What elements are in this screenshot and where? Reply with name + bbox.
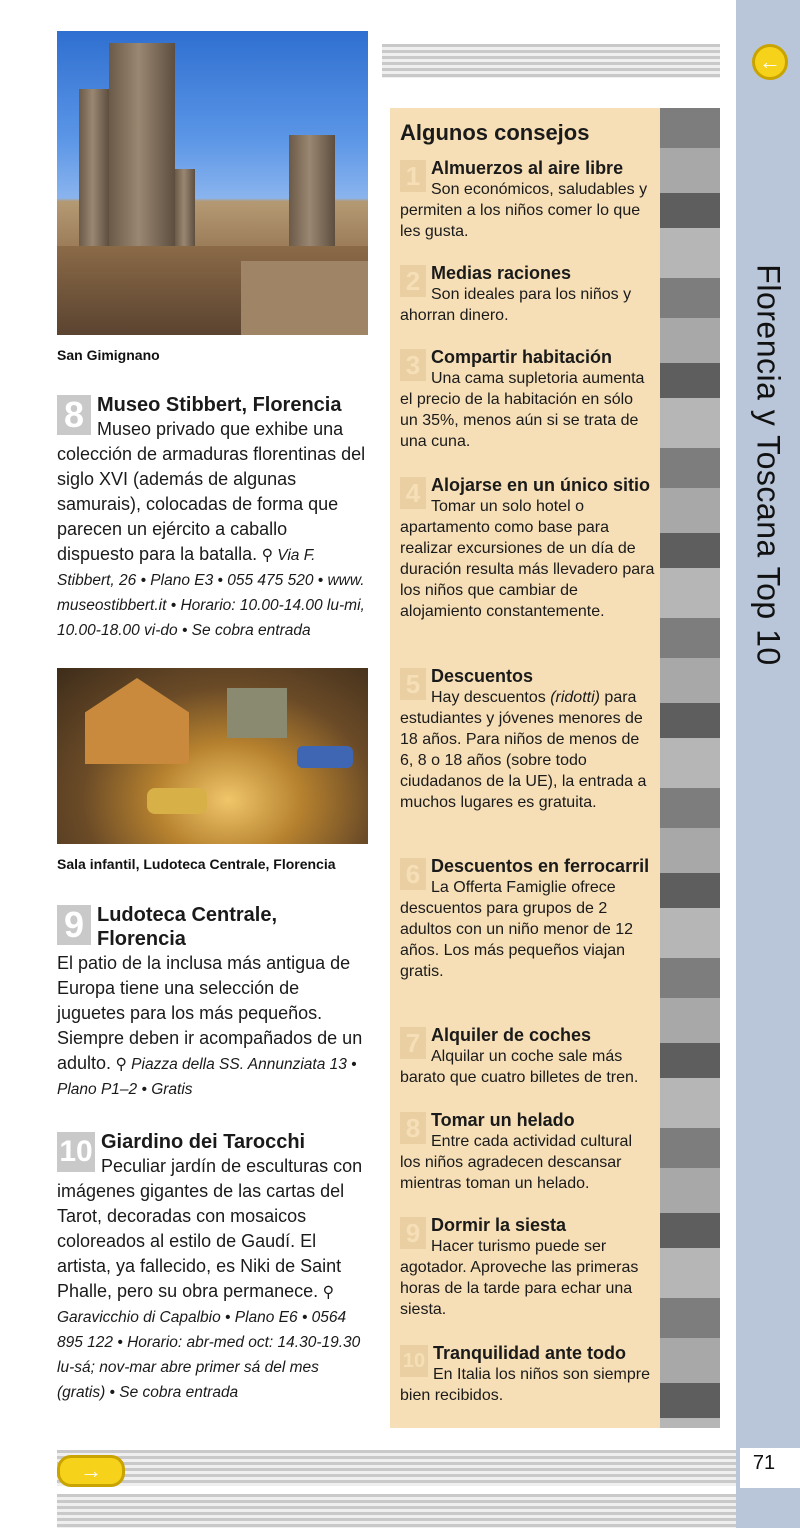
pin-icon: ⚲ xyxy=(115,1056,132,1073)
pin-icon: ⚲ xyxy=(322,1284,334,1301)
tip-item xyxy=(400,475,655,622)
tips-side-photo xyxy=(660,108,720,1428)
tip-number: 6 xyxy=(400,858,426,890)
tip-title: Alojarse en un único sitio xyxy=(431,475,651,495)
photo-caption: Sala infantil, Ludoteca Centrale, Florencia xyxy=(57,856,336,872)
header-stripe xyxy=(382,44,720,78)
ridotti-term: (ridotti) xyxy=(550,689,600,706)
footer-stripe xyxy=(57,1450,737,1486)
tip-title: Dormir la siesta xyxy=(431,1215,567,1235)
tips-heading: Algunos consejos xyxy=(400,120,590,145)
tip-body: Hacer turismo puede ser agotador. Aproveche las primeras horas de la tarde para echar una siesta. xyxy=(400,1238,639,1318)
tip-title: Tranquilidad ante todo xyxy=(433,1343,626,1363)
entry-body: Museo privado que exhibe una colección de armaduras florentinas del siglo XVI (además de algunas samurais), colocadas de forma que parecen un ejército a caballo dispuesto para la batalla. xyxy=(57,419,366,564)
entry-body: El patio de la inclusa más antigua de Europa tiene una selección de juguetes para los más pequeños. Siempre deben ir acompañados de un adulto. xyxy=(57,953,363,1073)
ludoteca-photo xyxy=(57,668,368,844)
tip-body: La Offerta Famiglie ofrece descuentos para grupos de 2 adultos con un niño menor de 12 años. Los más pequeños viajan gratis. xyxy=(400,879,634,980)
page-number: 71 xyxy=(752,1452,776,1474)
right-arrow-icon[interactable]: → xyxy=(57,1455,125,1487)
san-gimignano-photo xyxy=(57,31,368,335)
tip-body: Hay descuentos (ridotti) para estudiantes y jóvenes menores de 18 años. Para niños de menos de 6, 8 o 18 años (sobre todo ciudadanos de la UE), la entrada a muchos lugares es gratuita. xyxy=(400,689,647,811)
tip-body: Entre cada actividad cultural los niños agradecen descansar mientras toman un helado. xyxy=(400,1133,632,1192)
entry-title: Giardino dei Tarocchi xyxy=(101,1131,306,1153)
entry-number: 10 xyxy=(57,1132,95,1172)
tip-number: 9 xyxy=(400,1217,426,1249)
entry-ludoteca-centrale xyxy=(57,903,369,1102)
tip-number: 8 xyxy=(400,1112,426,1144)
tip-title: Alquiler de coches xyxy=(431,1025,592,1045)
tip-item xyxy=(400,347,655,452)
tip-body: Una cama supletoria aumenta el precio de la habitación en sólo un 35%, menos aún si se trata de una cuna. xyxy=(400,370,645,450)
entry-info: Garavicchio di Capalbio • Plano E6 • 0564 895 122 • Horario: abr-med oct: 14.30-19.30 lu-sá; nov-mar abre primer sá del mes (gratis) • Se cobra entrada xyxy=(57,1309,361,1401)
tip-number: 4 xyxy=(400,477,426,509)
tip-body: Tomar un solo hotel o apartamento como base para realizar excursiones de un día de duración resulta más llevadero para los niños que cambiar de alojamiento constantemente. xyxy=(400,498,655,620)
tip-item xyxy=(400,263,655,326)
entry-body: Peculiar jardín de esculturas con imágenes gigantes de las cartas del Tarot, decoradas con mosaicos coloreados al estilo de Gaudí. El artista, ya fallecido, es Niki de Saint Phalle, pero su obra permanece. xyxy=(57,1156,363,1301)
tip-number: 2 xyxy=(400,265,426,297)
tip-item xyxy=(400,158,655,242)
photo-caption: San Gimignano xyxy=(57,347,160,363)
entry-title: Ludoteca Centrale, Florencia xyxy=(97,904,278,950)
entry-info: Piazza della SS. Annunziata 13 • Plano P1–2 • Gratis xyxy=(57,1056,357,1098)
tip-item xyxy=(400,1215,655,1320)
tip-title: Almuerzos al aire libre xyxy=(431,158,624,178)
tip-number: 3 xyxy=(400,349,426,381)
entry-giardino-tarocchi xyxy=(57,1130,369,1405)
tip-number: 1 xyxy=(400,160,426,192)
tip-item xyxy=(400,1110,655,1194)
tip-title: Tomar un helado xyxy=(431,1110,575,1130)
tip-body: Son económicos, saludables y permiten a los niños comer lo que les gusta. xyxy=(400,181,648,240)
entry-museo-stibbert xyxy=(57,393,369,643)
tip-title: Medias raciones xyxy=(431,263,572,283)
tip-body: Son ideales para los niños y ahorran dinero. xyxy=(400,286,632,324)
tip-title: Descuentos xyxy=(431,666,534,686)
pin-icon: ⚲ xyxy=(261,547,278,564)
tip-body: En Italia los niños son siempre bien recibidos. xyxy=(400,1366,650,1404)
tip-item xyxy=(400,856,655,982)
entry-info: Via F. Stibbert, 26 • Plano E3 • 055 475 520 • www. museostibbert.it • Horario: 10.00-14.00 lu-mi, 10.00-18.00 vi-do • Se cobra entrada xyxy=(57,547,365,639)
entry-number: 9 xyxy=(57,905,91,945)
tip-number: 7 xyxy=(400,1027,426,1059)
entry-number: 8 xyxy=(57,395,91,435)
tip-title: Descuentos en ferrocarril xyxy=(431,856,650,876)
footer-stripe-lower xyxy=(57,1494,737,1528)
tip-body: Alquilar un coche sale más barato que cuatro billetes de tren. xyxy=(400,1048,639,1086)
chapter-title: Florencia y Toscana Top 10 xyxy=(750,264,787,666)
entry-title: Museo Stibbert, Florencia xyxy=(97,394,342,416)
tip-number: 5 xyxy=(400,668,426,700)
tip-item xyxy=(400,1025,655,1088)
tip-item xyxy=(400,666,655,813)
left-arrow-icon[interactable]: ← xyxy=(752,44,788,80)
tip-item xyxy=(400,1343,655,1406)
tip-number: 10 xyxy=(400,1345,428,1377)
tip-title: Compartir habitación xyxy=(431,347,613,367)
